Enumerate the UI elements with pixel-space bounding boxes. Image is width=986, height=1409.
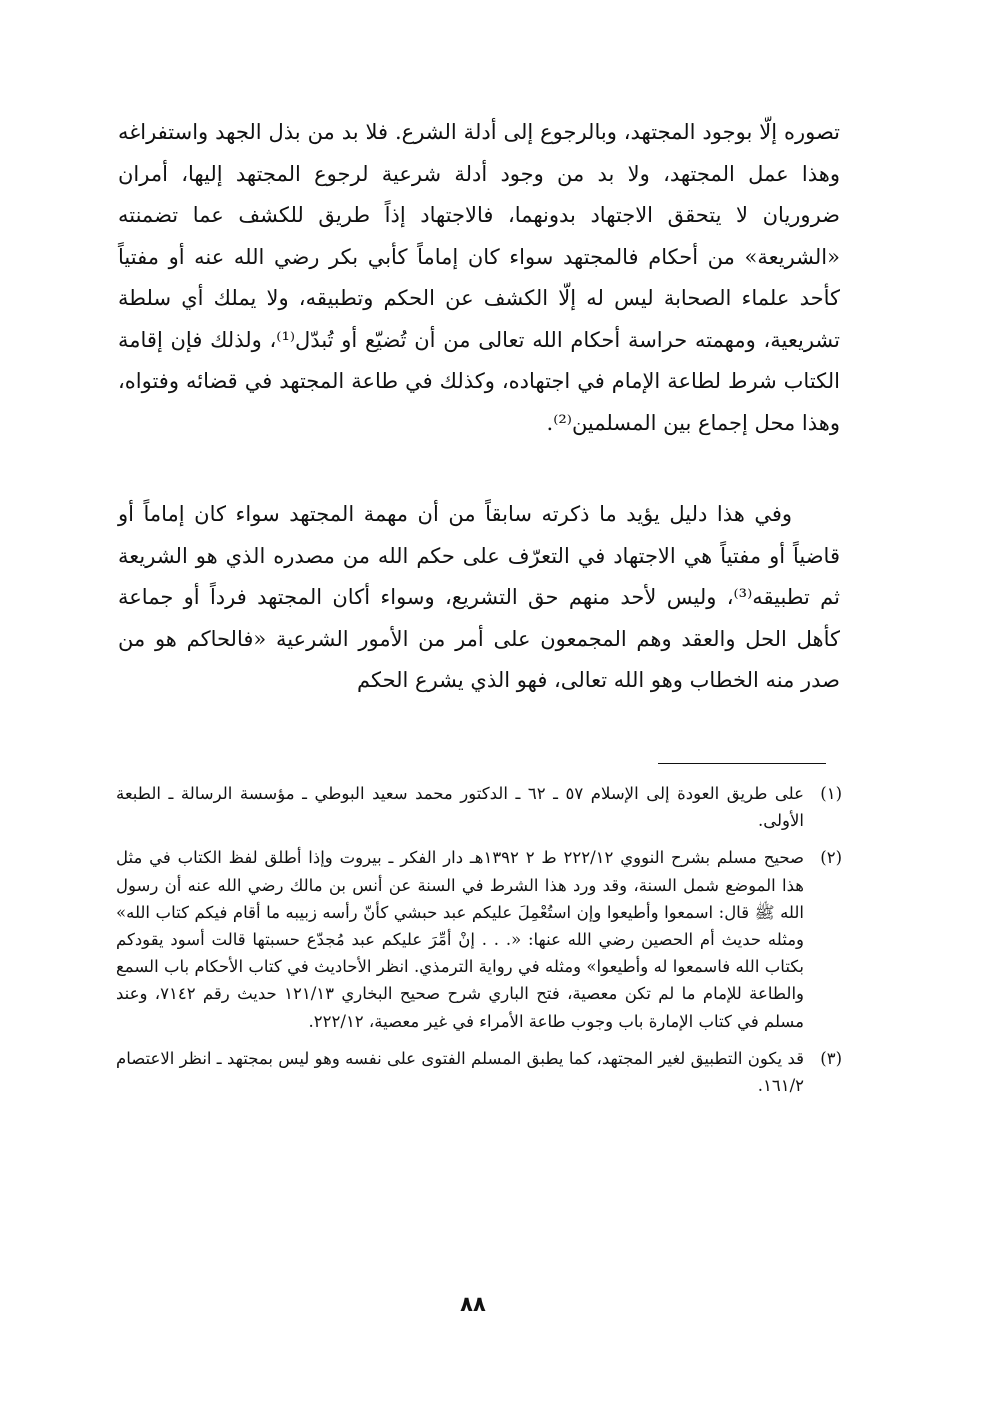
footnote-text: على طريق العودة إلى الإسلام ٥٧ ـ ٦٢ ـ الدكتور محمد سعيد البوطي ـ مؤسسة الرسالة ـ الطبعة الأولى.	[116, 784, 804, 831]
footnote-2	[116, 844, 842, 1034]
footnotes-list	[116, 780, 842, 1109]
footnote-marker: (١)	[820, 784, 842, 803]
body-paragraph-2: وفي هذا دليل يؤيد ما ذكرته سابقاً من أن مهمة المجتهد سواء كان إماماً أو قاضياً أو مفتياً هي الاجتهاد في التعرّف على حكم الله من مصدره الذي هو الشريعة ثم تطبيقه⁽³⁾، وليس لأحد منهم حق التشريع، وسواء أكان المجتهد فرداً أو جماعة كأهل الحل والعقد وهم المجمعون على أمر من الأمور الشرعية «فالحاكم هو من صدر منه الخطاب وهو الله تعالى، فهو الذي يشرع الحكم	[118, 502, 840, 692]
body-paragraph-1: تصوره إلّا بوجود المجتهد، وبالرجوع إلى أدلة الشرع. فلا بد من بذل الجهد واستفراغه وهذا عمل المجتهد، ولا بد من وجود أدلة شرعية لرجوع المجتهد إليها، أمران ضروريان لا يتحقق الاجتهاد بدونهما، فالاجتهاد إذاً طريق للكشف عما تضمنته «الشريعة» من أحكام فالمجتهد سواء كان إماماً كأبي بكر رضي الله عنه أو مفتياً كأحد علماء الصحابة ليس له إلّا الكشف عن الحكم وتطبيقه، ولا يملك أي سلطة تشريعية، ومهمته حراسة أحكام الله تعالى من أن تُضيّع أو تُبدّل⁽¹⁾، ولذلك فإن إقامة الكتاب شرط لطاعة الإمام في اجتهاده، وكذلك في طاعة المجتهد في قضائه وفتواه، وهذا محل إجماع بين المسلمين⁽²⁾.	[118, 120, 840, 435]
footnote-marker: (٣)	[820, 1048, 842, 1068]
footnote-text: صحيح مسلم بشرح النووي ٢٢٢/١٢ ط ٢ ١٣٩٢هـ دار الفكر ـ بيروت وإذا أطلق لفظ الكتاب في مثل هذا الموضع شمل السنة، وقد ورد هذا الشرط في السنة عن أنس بن مالك رضي الله عنه أن رسول الله ﷺ قال: اسمعوا وأطيعوا وإن استُعْمِلَ عليكم عبد حبشي كأنّ رأسه زبيبه ما أقام فيكم كتاب الله» ومثله حديث أم الحصين رضي الله عنها: «. . . إنْ أمِّرَ عليكم عبد مُجدّع حسبتها قالت أسود يقودكم بكتاب الله فاسمعوا له وأطيعوا» ومثله في رواية الترمذي. انظر الأحاديث في كتاب الأحكام باب السمع والطاعة للإمام ما لم تكن معصية، فتح الباري شرح صحيح البخاري ١٢١/١٣ حديث رقم ٧١٤٢، وعند مسلم في كتاب الإمارة باب وجوب طاعة الأمراء في غير معصية، ٢٢٢/١٢.	[116, 848, 804, 1031]
footnote-separator	[658, 763, 826, 764]
footnote-marker: (٢)	[820, 848, 842, 868]
footnote-1	[116, 780, 842, 834]
page-number: ٨٨	[460, 1292, 486, 1316]
footnote-text: قد يكون التطبيق لغير المجتهد، كما يطبق المسلم الفتوى على نفسه وهو ليس بمجتهد ـ انظر الاعتصام ١٦١/٢.	[116, 1048, 804, 1096]
footnote-3	[116, 1045, 842, 1099]
